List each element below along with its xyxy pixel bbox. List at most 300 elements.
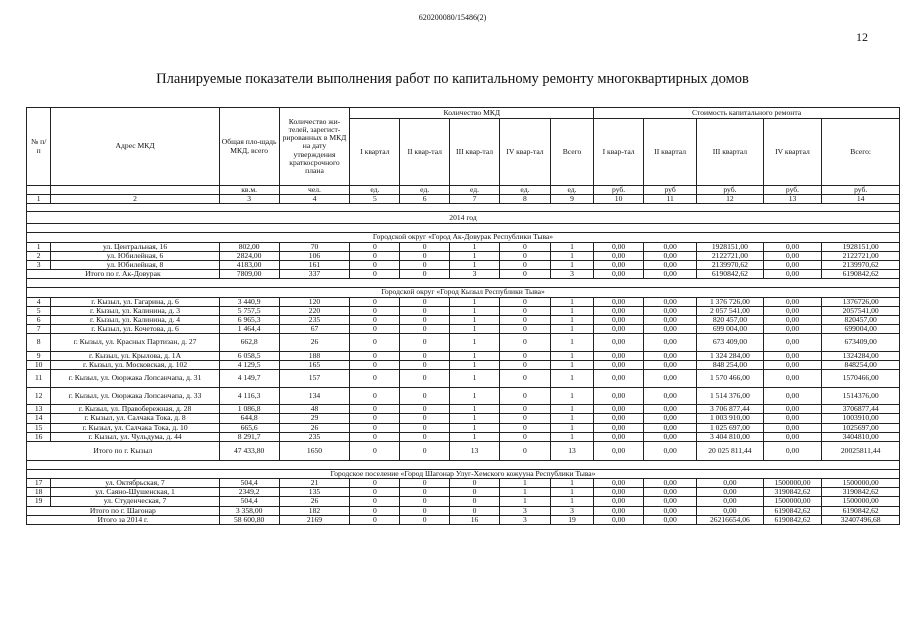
header-index: 3 — [219, 195, 279, 204]
page-title: Планируемые показатели выполнения работ по капитальному ремонту многоквартирных домов — [156, 71, 749, 87]
cell-residents: 67 — [279, 325, 350, 334]
cell-area: 644,8 — [219, 414, 279, 423]
cell-area: 1 464,4 — [219, 325, 279, 334]
cell-area: 504,4 — [219, 479, 279, 488]
cell-address: г. Кызыл, ул. Чульдума, д. 44 — [51, 432, 219, 441]
cell-area: 1 086,8 — [219, 405, 279, 414]
cell-cost-q4: 0,00 — [763, 297, 822, 306]
header-cost-col: Всего: — [822, 119, 900, 186]
cell-count-total: 1 — [550, 423, 593, 432]
cell-cost-q3: 673 409,00 — [697, 334, 763, 352]
cell-count-q4: 1 — [499, 497, 550, 506]
cell-cost-q3: 1 324 284,00 — [697, 351, 763, 360]
cell-count-q3: 1 — [450, 405, 500, 414]
cell-cost-q1: 0,00 — [594, 360, 644, 369]
total-row — [27, 441, 900, 460]
cell-count-total: 1 — [550, 432, 593, 441]
header-index: 8 — [499, 195, 550, 204]
table-row — [27, 351, 900, 360]
header-unit — [51, 186, 219, 195]
cell-cost-q2: 0,00 — [644, 260, 697, 269]
header-count-col: IV квар-тал — [499, 119, 550, 186]
cell-count-total: 19 — [550, 515, 593, 524]
cell-num: 13 — [27, 405, 51, 414]
cell-count-q3: 1 — [450, 315, 500, 324]
cell-count-q3: 0 — [450, 488, 500, 497]
cell-cost-q3: 3 404 810,00 — [697, 432, 763, 441]
capital-repair-table — [26, 107, 900, 525]
spacer-row — [27, 224, 900, 233]
cell-residents: 1650 — [279, 441, 350, 460]
cell-count-q1: 0 — [350, 506, 400, 515]
cell-cost-total: 32407496,68 — [822, 515, 900, 524]
header-index: 6 — [400, 195, 450, 204]
header-index: 9 — [550, 195, 593, 204]
cell-cost-q3: 6190842,62 — [697, 270, 763, 279]
header-index: 12 — [697, 195, 763, 204]
cell-area: 6 965,3 — [219, 315, 279, 324]
header-unit: чел. — [279, 186, 350, 195]
cell-count-q1: 0 — [350, 405, 400, 414]
cell-cost-q2: 0,00 — [644, 270, 697, 279]
cell-cost-total: 6190842,62 — [822, 270, 900, 279]
cell-cost-q2: 0,00 — [644, 423, 697, 432]
cell-cost-q4: 0,00 — [763, 334, 822, 352]
cell-cost-total: 1500000,00 — [822, 497, 900, 506]
cell-count-q3: 1 — [450, 260, 500, 269]
cell-cost-q2: 0,00 — [644, 405, 697, 414]
cell-count-q1: 0 — [350, 360, 400, 369]
cell-cost-q3: 1928151,00 — [697, 242, 763, 251]
cell-count-q4: 0 — [499, 432, 550, 441]
cell-cost-q4: 0,00 — [763, 306, 822, 315]
cell-cost-q2: 0,00 — [644, 315, 697, 324]
cell-area: 47 433,80 — [219, 441, 279, 460]
cell-cost-total: 2057541,00 — [822, 306, 900, 315]
cell-cost-q1: 0,00 — [594, 387, 644, 405]
cell-cost-q4: 0,00 — [763, 387, 822, 405]
page-number: 12 — [856, 30, 868, 44]
cell-residents: 235 — [279, 315, 350, 324]
header-count-group: Количество МКД — [350, 108, 594, 119]
table-row — [27, 497, 900, 506]
cell-cost-q2: 0,00 — [644, 360, 697, 369]
cell-cost-total: 1570466,00 — [822, 370, 900, 388]
cell-cost-q1: 0,00 — [594, 405, 644, 414]
cell-count-q2: 0 — [400, 441, 450, 460]
cell-area: 8 291,7 — [219, 432, 279, 441]
cell-count-q4: 0 — [499, 251, 550, 260]
header-index: 5 — [350, 195, 400, 204]
cell-cost-q1: 0,00 — [594, 497, 644, 506]
cell-num: 9 — [27, 351, 51, 360]
cell-count-total: 3 — [550, 270, 593, 279]
cell-residents: 29 — [279, 414, 350, 423]
cell-area: 3 440,9 — [219, 297, 279, 306]
cell-count-q3: 1 — [450, 387, 500, 405]
cell-cost-q3: 2139970,62 — [697, 260, 763, 269]
header-cost-col: I квар-тал — [594, 119, 644, 186]
cell-count-q2: 0 — [400, 414, 450, 423]
header-count-col: III квар-тал — [450, 119, 500, 186]
header-index: 13 — [763, 195, 822, 204]
cell-address: г. Кызыл, ул. Кочетова, д. 6 — [51, 325, 219, 334]
cell-area: 4183,00 — [219, 260, 279, 269]
cell-count-q3: 13 — [450, 441, 500, 460]
cell-cost-q1: 0,00 — [594, 242, 644, 251]
header-cost-col: II квартал — [644, 119, 697, 186]
cell-count-q2: 0 — [400, 370, 450, 388]
cell-address: г. Кызыл, ул. Красных Партизан, д. 27 — [51, 334, 219, 352]
cell-count-q3: 1 — [450, 423, 500, 432]
cell-cost-q3: 1 376 726,00 — [697, 297, 763, 306]
table-row — [27, 325, 900, 334]
cell-count-q3: 16 — [450, 515, 500, 524]
cell-count-q2: 0 — [400, 260, 450, 269]
cell-count-q2: 0 — [400, 360, 450, 369]
cell-count-total: 13 — [550, 441, 593, 460]
cell-count-q1: 0 — [350, 497, 400, 506]
cell-residents: 134 — [279, 387, 350, 405]
cell-cost-q3: 1 514 376,00 — [697, 387, 763, 405]
cell-count-q4: 0 — [499, 405, 550, 414]
header-unit: ед. — [499, 186, 550, 195]
total-row — [27, 515, 900, 524]
cell-num: 10 — [27, 360, 51, 369]
cell-num: 15 — [27, 423, 51, 432]
cell-cost-q4: 3190842,62 — [763, 488, 822, 497]
cell-count-total: 1 — [550, 260, 593, 269]
cell-count-q4: 1 — [499, 488, 550, 497]
cell-cost-total: 1025697,00 — [822, 423, 900, 432]
table-row — [27, 315, 900, 324]
cell-count-q3: 1 — [450, 432, 500, 441]
cell-cost-q4: 0,00 — [763, 242, 822, 251]
cell-cost-total: 820457,00 — [822, 315, 900, 324]
cell-count-q2: 0 — [400, 423, 450, 432]
cell-count-q2: 0 — [400, 432, 450, 441]
cell-cost-q1: 0,00 — [594, 432, 644, 441]
spacer-row — [27, 460, 900, 469]
cell-cost-total: 1514376,00 — [822, 387, 900, 405]
cell-cost-q4: 1500000,00 — [763, 479, 822, 488]
cell-residents: 157 — [279, 370, 350, 388]
cell-cost-q4: 6190842,62 — [763, 506, 822, 515]
cell-count-q2: 0 — [400, 488, 450, 497]
cell-count-q2: 0 — [400, 251, 450, 260]
cell-cost-q4: 0,00 — [763, 414, 822, 423]
cell-cost-q1: 0,00 — [594, 423, 644, 432]
cell-cost-q2: 0,00 — [644, 351, 697, 360]
cell-cost-total: 3404810,00 — [822, 432, 900, 441]
header-unit: кв.м. — [219, 186, 279, 195]
cell-count-q4: 0 — [499, 306, 550, 315]
cell-area: 662,8 — [219, 334, 279, 352]
cell-area: 504,4 — [219, 497, 279, 506]
cell-num: 3 — [27, 260, 51, 269]
cell-residents: 26 — [279, 423, 350, 432]
cell-cost-total: 1324284,00 — [822, 351, 900, 360]
cell-area: 4 129,5 — [219, 360, 279, 369]
cell-count-total: 3 — [550, 506, 593, 515]
cell-cost-q1: 0,00 — [594, 414, 644, 423]
cell-residents: 21 — [279, 479, 350, 488]
cell-cost-q3: 699 004,00 — [697, 325, 763, 334]
cell-num: 5 — [27, 306, 51, 315]
cell-cost-q1: 0,00 — [594, 315, 644, 324]
cell-count-q3: 1 — [450, 297, 500, 306]
cell-count-q1: 0 — [350, 515, 400, 524]
cell-residents: 70 — [279, 242, 350, 251]
cell-cost-total: 3706877,44 — [822, 405, 900, 414]
table-row — [27, 432, 900, 441]
cell-count-q3: 1 — [450, 242, 500, 251]
cell-cost-q2: 0,00 — [644, 432, 697, 441]
cell-cost-q2: 0,00 — [644, 497, 697, 506]
cell-cost-q2: 0,00 — [644, 325, 697, 334]
cell-cost-q1: 0,00 — [594, 515, 644, 524]
total-label: Итого по г. Шагонар — [27, 506, 220, 515]
cell-cost-q2: 0,00 — [644, 306, 697, 315]
cell-cost-q2: 0,00 — [644, 370, 697, 388]
cell-cost-q1: 0,00 — [594, 297, 644, 306]
cell-cost-q3: 3 706 877,44 — [697, 405, 763, 414]
cell-count-q2: 0 — [400, 334, 450, 352]
cell-count-total: 1 — [550, 370, 593, 388]
cell-cost-q4: 0,00 — [763, 423, 822, 432]
header-num: № п/п — [27, 108, 51, 186]
cell-count-q2: 0 — [400, 325, 450, 334]
cell-area: 3 358,00 — [219, 506, 279, 515]
cell-count-total: 1 — [550, 360, 593, 369]
cell-cost-q1: 0,00 — [594, 506, 644, 515]
cell-count-q4: 3 — [499, 506, 550, 515]
cell-cost-q3: 26216654,06 — [697, 515, 763, 524]
cell-cost-q3: 1 570 466,00 — [697, 370, 763, 388]
cell-num: 8 — [27, 334, 51, 352]
cell-cost-total: 1500000,00 — [822, 479, 900, 488]
cell-address: г. Кызыл, ул. Правобережная, д. 28 — [51, 405, 219, 414]
cell-cost-q1: 0,00 — [594, 479, 644, 488]
cell-count-q1: 0 — [350, 251, 400, 260]
header-unit: ед. — [350, 186, 400, 195]
header-count-col: II квар-тал — [400, 119, 450, 186]
cell-cost-total: 2122721,00 — [822, 251, 900, 260]
cell-count-q3: 1 — [450, 334, 500, 352]
total-label: Итого по г. Кызыл — [27, 441, 220, 460]
cell-num: 17 — [27, 479, 51, 488]
table-row — [27, 251, 900, 260]
header-index: 4 — [279, 195, 350, 204]
cell-area: 2824,00 — [219, 251, 279, 260]
section-title: Городское поселение «Город Шагонар Улуг-Хемского кожууна Республики Тыва» — [27, 469, 900, 478]
cell-cost-total: 673409,00 — [822, 334, 900, 352]
section-title: Городской округ «Город Ак-Довурак Республики Тыва» — [27, 233, 900, 242]
cell-num: 4 — [27, 297, 51, 306]
cell-count-q1: 0 — [350, 325, 400, 334]
cell-address: г. Кызыл, ул. Оюржака Лопсанчапа, д. 31 — [51, 370, 219, 388]
cell-cost-total: 2139970,62 — [822, 260, 900, 269]
cell-residents: 337 — [279, 270, 350, 279]
header-index: 2 — [51, 195, 219, 204]
cell-count-total: 1 — [550, 251, 593, 260]
cell-count-q4: 3 — [499, 515, 550, 524]
cell-cost-q2: 0,00 — [644, 242, 697, 251]
cell-count-q1: 0 — [350, 441, 400, 460]
cell-count-total: 1 — [550, 325, 593, 334]
cell-cost-q2: 0,00 — [644, 334, 697, 352]
cell-count-q1: 0 — [350, 306, 400, 315]
spacer-row — [27, 279, 900, 288]
cell-cost-q3: 848 254,00 — [697, 360, 763, 369]
cell-cost-q3: 0,00 — [697, 506, 763, 515]
table-row — [27, 360, 900, 369]
header-cost-col: IV квартал — [763, 119, 822, 186]
header-unit: ед. — [400, 186, 450, 195]
cell-area: 802,00 — [219, 242, 279, 251]
cell-count-total: 1 — [550, 306, 593, 315]
cell-count-total: 1 — [550, 488, 593, 497]
cell-residents: 161 — [279, 260, 350, 269]
year-label: 2014 год — [27, 212, 900, 224]
section-title: Городской округ «Город Кызыл Республики Тыва» — [27, 288, 900, 297]
cell-cost-q2: 0,00 — [644, 387, 697, 405]
cell-count-q4: 0 — [499, 315, 550, 324]
cell-address: ул. Юбилейная, 8 — [51, 260, 219, 269]
cell-cost-q1: 0,00 — [594, 334, 644, 352]
cell-cost-q4: 0,00 — [763, 351, 822, 360]
cell-cost-q4: 0,00 — [763, 270, 822, 279]
cell-residents: 106 — [279, 251, 350, 260]
cell-cost-q1: 0,00 — [594, 351, 644, 360]
cell-count-total: 1 — [550, 405, 593, 414]
header-cost-col: III квартал — [697, 119, 763, 186]
cell-count-q2: 0 — [400, 506, 450, 515]
header-area: Общая пло-щадь МКД, всего — [219, 108, 279, 186]
header-unit: руб. — [763, 186, 822, 195]
cell-cost-q4: 0,00 — [763, 325, 822, 334]
cell-cost-q3: 0,00 — [697, 479, 763, 488]
cell-count-q1: 0 — [350, 414, 400, 423]
cell-cost-q4: 1500000,00 — [763, 497, 822, 506]
cell-cost-q2: 0,00 — [644, 479, 697, 488]
cell-cost-q4: 0,00 — [763, 432, 822, 441]
cell-cost-q2: 0,00 — [644, 515, 697, 524]
cell-count-q4: 0 — [499, 387, 550, 405]
cell-count-total: 1 — [550, 351, 593, 360]
cell-cost-total: 699004,00 — [822, 325, 900, 334]
cell-address: ул. Октябрьская, 7 — [51, 479, 219, 488]
cell-count-q4: 0 — [499, 441, 550, 460]
header-unit: ед. — [450, 186, 500, 195]
document-number: 620200080/15486(2) — [418, 13, 487, 22]
spacer-row — [27, 204, 900, 212]
cell-cost-q4: 0,00 — [763, 360, 822, 369]
header-count-col: Всего — [550, 119, 593, 186]
cell-count-q1: 0 — [350, 270, 400, 279]
cell-cost-q3: 0,00 — [697, 488, 763, 497]
cell-cost-q1: 0,00 — [594, 260, 644, 269]
header-unit: руб. — [697, 186, 763, 195]
cell-count-q4: 0 — [499, 334, 550, 352]
cell-address: ул. Саяно-Шушенская, 1 — [51, 488, 219, 497]
header-index: 10 — [594, 195, 644, 204]
cell-cost-q4: 0,00 — [763, 315, 822, 324]
cell-count-q1: 0 — [350, 423, 400, 432]
cell-address: ул. Юбилейная, 6 — [51, 251, 219, 260]
cell-cost-q1: 0,00 — [594, 251, 644, 260]
header-unit — [27, 186, 51, 195]
cell-area: 6 058,5 — [219, 351, 279, 360]
cell-count-q4: 0 — [499, 351, 550, 360]
cell-residents: 182 — [279, 506, 350, 515]
cell-count-q2: 0 — [400, 351, 450, 360]
header-unit: руб — [644, 186, 697, 195]
cell-address: г. Кызыл, ул. Калинина, д. 4 — [51, 315, 219, 324]
table-row — [27, 387, 900, 405]
header-index: 1 — [27, 195, 51, 204]
cell-count-total: 1 — [550, 497, 593, 506]
cell-count-q4: 0 — [499, 360, 550, 369]
cell-cost-q2: 0,00 — [644, 488, 697, 497]
cell-count-q1: 0 — [350, 432, 400, 441]
cell-cost-q1: 0,00 — [594, 325, 644, 334]
cell-cost-q1: 0,00 — [594, 270, 644, 279]
cell-address: ул. Центральная, 16 — [51, 242, 219, 251]
cell-cost-q2: 0,00 — [644, 251, 697, 260]
cell-cost-total: 6190842,62 — [822, 506, 900, 515]
cell-count-total: 1 — [550, 315, 593, 324]
cell-num: 2 — [27, 251, 51, 260]
cell-count-q1: 0 — [350, 315, 400, 324]
cell-count-q1: 0 — [350, 370, 400, 388]
cell-area: 58 600,80 — [219, 515, 279, 524]
cell-cost-q3: 0,00 — [697, 497, 763, 506]
cell-count-q3: 1 — [450, 306, 500, 315]
header-address: Адрес МКД — [51, 108, 219, 186]
cell-count-q1: 0 — [350, 242, 400, 251]
cell-count-q2: 0 — [400, 297, 450, 306]
cell-residents: 188 — [279, 351, 350, 360]
cell-count-q4: 0 — [499, 242, 550, 251]
cell-cost-q2: 0,00 — [644, 297, 697, 306]
cell-count-q1: 0 — [350, 260, 400, 269]
cell-cost-total: 1928151,00 — [822, 242, 900, 251]
table-row — [27, 306, 900, 315]
cell-cost-q3: 2 057 541,00 — [697, 306, 763, 315]
cell-count-q1: 0 — [350, 297, 400, 306]
header-unit: руб. — [594, 186, 644, 195]
cell-address: г. Кызыл, ул. Московская, д. 102 — [51, 360, 219, 369]
cell-num: 1 — [27, 242, 51, 251]
table-row — [27, 370, 900, 388]
cell-residents: 135 — [279, 488, 350, 497]
header-index: 7 — [450, 195, 500, 204]
cell-cost-q4: 0,00 — [763, 251, 822, 260]
cell-address: г. Кызыл, ул. Калинина, д. 3 — [51, 306, 219, 315]
cell-count-q1: 0 — [350, 479, 400, 488]
cell-area: 7809,00 — [219, 270, 279, 279]
cell-count-q3: 3 — [450, 270, 500, 279]
cell-area: 5 757,5 — [219, 306, 279, 315]
cell-cost-total: 3190842,62 — [822, 488, 900, 497]
cell-residents: 48 — [279, 405, 350, 414]
cell-count-q3: 1 — [450, 414, 500, 423]
cell-count-q2: 0 — [400, 497, 450, 506]
cell-count-q2: 0 — [400, 405, 450, 414]
cell-cost-q4: 0,00 — [763, 370, 822, 388]
table-row — [27, 260, 900, 269]
